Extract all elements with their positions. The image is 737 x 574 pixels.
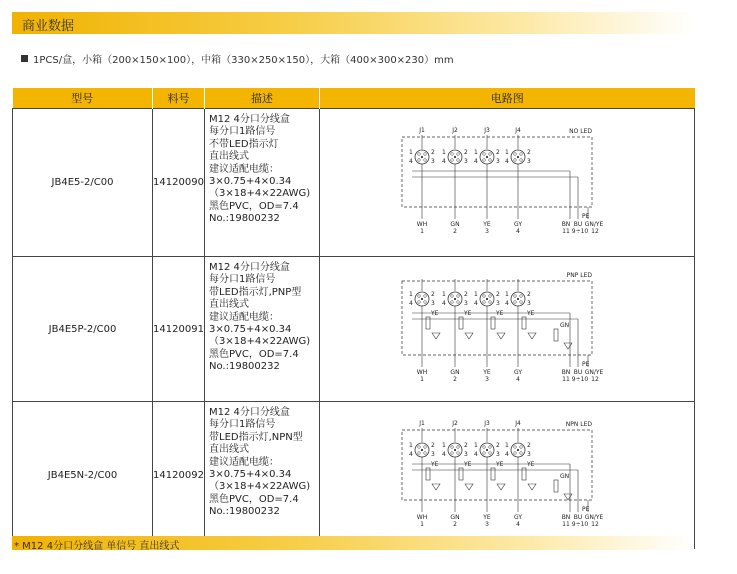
desc-line: （3×18+4×22AWG)	[209, 336, 311, 348]
led-color-label: GN	[560, 321, 570, 329]
pin-dot	[418, 158, 421, 161]
pin-dot	[514, 451, 517, 454]
pin-label: 3	[464, 299, 468, 307]
pin-dot	[418, 294, 421, 297]
led-color-label: YE	[496, 309, 504, 317]
wire-number-label: 2	[453, 227, 457, 235]
pin-label: 4	[409, 157, 413, 165]
pin-dot	[424, 294, 427, 297]
pin-dot	[457, 294, 460, 297]
desc-cell	[205, 257, 320, 402]
wire-number-label: 3	[485, 375, 489, 383]
port-label: J4	[515, 419, 521, 427]
wire-color-label: WH	[416, 513, 428, 521]
circuit-diagram	[320, 406, 695, 542]
pin-dot	[421, 155, 423, 157]
pin-dot	[483, 451, 486, 454]
gnye-label: GN/YE	[584, 368, 604, 376]
product-table	[12, 88, 695, 549]
desc-line: 建议适配电缆：	[209, 163, 279, 175]
pin-label: 2	[464, 290, 468, 298]
pin-label: 2	[431, 441, 435, 449]
pin-dot	[424, 300, 427, 303]
wire-color-label: GN	[450, 368, 460, 376]
pe-label: PE	[582, 212, 590, 220]
resistor	[554, 480, 558, 492]
pin-label: 1	[474, 148, 478, 156]
pin-dot	[457, 300, 460, 303]
desc-line: No.:19800232	[209, 361, 280, 373]
pin-dot	[483, 152, 486, 155]
wire-color-label: YE	[483, 368, 491, 376]
section-banner	[12, 12, 694, 34]
led-diode	[564, 494, 572, 500]
header-model: 型号	[13, 88, 153, 109]
model-cell: JB4E5N-2/C00	[13, 402, 153, 549]
pin-dot	[454, 155, 456, 157]
pin-label: 1	[442, 148, 446, 156]
desc-line: 3×0.75+4×0.34	[209, 324, 292, 336]
pin-dot	[489, 294, 492, 297]
desc-line: 建议适配电缆：	[209, 311, 279, 323]
wire-color-label: YE	[483, 220, 491, 228]
enclosure-box	[402, 137, 592, 207]
pin-dot	[451, 152, 454, 155]
pin-dot	[514, 294, 517, 297]
bn-label: BN	[561, 368, 571, 376]
pe-label: PE	[582, 360, 590, 368]
pin-label: 3	[431, 157, 435, 165]
pin-dot	[486, 155, 488, 157]
pin-label: 4	[442, 299, 446, 307]
pin-label: 2	[464, 441, 468, 449]
desc-line: 每分口1路信号	[209, 419, 276, 431]
pin-dot	[517, 448, 519, 450]
pin-dot	[514, 158, 517, 161]
pin-label: 4	[474, 450, 478, 458]
desc-line: （3×18+4×22AWG)	[209, 481, 311, 493]
pin-dot	[486, 297, 488, 299]
pin-label: 1	[442, 290, 446, 298]
bu-label: BU	[573, 368, 583, 376]
pin-label: 2	[496, 441, 500, 449]
diagram-title: NPN LED	[565, 420, 592, 428]
pin-label: 2	[431, 290, 435, 298]
footer-note: * M12 4分口分线盒 单信号 直出线式	[14, 541, 180, 552]
pin-number-label: 11	[562, 227, 570, 235]
pin-label: 1	[474, 441, 478, 449]
pin-dot	[483, 294, 486, 297]
wire-number-label: 1	[420, 520, 424, 528]
pin-label: 1	[474, 290, 478, 298]
pin-dot	[520, 451, 523, 454]
pin-dot	[424, 158, 427, 161]
pin-label: 4	[505, 450, 509, 458]
pin-label: 4	[442, 450, 446, 458]
desc-line: 黑色PVC，OD=7.4	[209, 493, 299, 505]
desc-line: 建议适配电缆：	[209, 456, 279, 468]
packaging-info	[21, 51, 454, 66]
pin-dot	[451, 445, 454, 448]
desc-line: No.:19800232	[209, 506, 280, 518]
pin-dot	[486, 448, 488, 450]
led-diode	[528, 484, 536, 490]
pin-dot	[418, 445, 421, 448]
pin-dot	[421, 297, 423, 299]
pin-dot	[424, 152, 427, 155]
wire-number-label: 3	[485, 227, 489, 235]
port-label: J2	[452, 126, 458, 134]
pin-label: 1	[409, 290, 413, 298]
pin-dot	[514, 300, 517, 303]
pin-number-label: 9÷10	[571, 227, 589, 235]
port-label: J4	[515, 126, 521, 134]
pin-label: 4	[474, 299, 478, 307]
pin-label: 2	[527, 441, 531, 449]
pin-label: 2	[431, 148, 435, 156]
pin-label: 4	[505, 299, 509, 307]
pin-label: 1	[505, 290, 509, 298]
pin-dot	[451, 158, 454, 161]
table-row	[13, 109, 695, 257]
part-cell: 14120090	[153, 109, 205, 257]
pin-label: 3	[464, 450, 468, 458]
circuit-diagram	[320, 261, 695, 395]
desc-line: No.:19800232	[209, 213, 280, 225]
pin-label: 3	[496, 157, 500, 165]
port-label: J1	[419, 126, 425, 134]
wire-color-label: GN	[450, 513, 460, 521]
pin-label: 2	[464, 148, 468, 156]
pin-label: 1	[505, 441, 509, 449]
desc-line: 不带LED指示灯	[209, 138, 279, 150]
table-row	[13, 402, 695, 549]
pin-dot	[483, 158, 486, 161]
port-label: J1	[419, 419, 425, 427]
led-diode	[432, 484, 440, 490]
bu-label: BU	[573, 220, 583, 228]
pin-dot	[483, 445, 486, 448]
pin-dot	[489, 451, 492, 454]
pin-dot	[514, 445, 517, 448]
pin-dot	[517, 297, 519, 299]
pin-dot	[457, 152, 460, 155]
desc-line: 直出线式	[209, 299, 249, 311]
led-color-label: YE	[527, 309, 535, 317]
pin-number-label: 12	[591, 520, 599, 528]
pin-label: 2	[496, 290, 500, 298]
desc-line: 每分口1路信号	[209, 274, 276, 286]
circuit-cell	[320, 257, 695, 402]
wire-number-label: 3	[485, 520, 489, 528]
wire-color-label: GY	[513, 513, 523, 521]
section-title: 商业数据	[22, 19, 75, 34]
desc-line: 每分口1路信号	[209, 126, 276, 138]
pin-label: 1	[409, 148, 413, 156]
wire-number-label: 4	[516, 227, 520, 235]
pin-label: 2	[527, 148, 531, 156]
led-diode	[497, 333, 505, 339]
wire-color-label: YE	[483, 513, 491, 521]
pin-number-label: 12	[591, 227, 599, 235]
bullet-square-icon	[21, 55, 28, 62]
pin-dot	[424, 445, 427, 448]
table-header-row	[13, 88, 695, 109]
led-color-label: YE	[464, 309, 472, 317]
header-part: 料号	[153, 88, 205, 109]
wire-number-label: 1	[420, 375, 424, 383]
pin-dot	[489, 158, 492, 161]
pin-dot	[489, 300, 492, 303]
bn-label: BN	[561, 513, 571, 521]
desc-line: 带LED指示灯,NPN型	[209, 431, 303, 443]
pin-label: 3	[464, 157, 468, 165]
circuit-cell	[320, 109, 695, 257]
diagram-title: NO LED	[569, 127, 592, 135]
circuit-cell	[320, 402, 695, 549]
desc-line: M12 4分口分线盒	[209, 407, 290, 418]
pin-label: 3	[431, 450, 435, 458]
table-row	[13, 257, 695, 402]
pin-label: 3	[527, 157, 531, 165]
port-label: J3	[484, 126, 490, 134]
desc-line: （3×18+4×22AWG)	[209, 188, 311, 200]
footer-banner	[12, 536, 694, 550]
pin-dot	[483, 300, 486, 303]
pin-dot	[457, 445, 460, 448]
wire-number-label: 1	[420, 227, 424, 235]
pin-label: 1	[505, 148, 509, 156]
gnye-label: GN/YE	[584, 513, 604, 521]
pin-label: 4	[505, 157, 509, 165]
pin-dot	[520, 152, 523, 155]
pin-dot	[457, 451, 460, 454]
pin-dot	[424, 451, 427, 454]
desc-line: 直出线式	[209, 444, 249, 456]
desc-line: 3×0.75+4×0.34	[209, 176, 292, 188]
pin-label: 3	[527, 450, 531, 458]
pin-number-label: 9÷10	[571, 520, 589, 528]
wire-number-label: 4	[516, 375, 520, 383]
diagram-title: PNP LED	[566, 271, 592, 279]
pin-label: 3	[496, 450, 500, 458]
pin-number-label: 12	[591, 375, 599, 383]
pin-dot	[454, 297, 456, 299]
pin-label: 4	[442, 157, 446, 165]
led-color-label: YE	[496, 460, 504, 468]
led-diode	[497, 484, 505, 490]
led-diode	[465, 484, 473, 490]
pin-dot	[454, 448, 456, 450]
wire-number-label: 4	[516, 520, 520, 528]
desc-line: 直出线式	[209, 151, 249, 163]
bu-label: BU	[573, 513, 583, 521]
circuit-diagram	[320, 113, 695, 250]
pin-label: 3	[496, 299, 500, 307]
pin-dot	[457, 158, 460, 161]
model-cell: JB4E5-2/C00	[13, 109, 153, 257]
wire-number-label: 2	[453, 520, 457, 528]
desc-line: M12 4分口分线盒	[209, 114, 290, 125]
pe-label: PE	[582, 505, 590, 513]
bn-label: BN	[561, 220, 571, 228]
port-label: J2	[452, 419, 458, 427]
desc-cell	[205, 109, 320, 257]
pin-label: 4	[409, 450, 413, 458]
desc-line: 黑色PVC，OD=7.4	[209, 348, 299, 360]
pin-dot	[517, 155, 519, 157]
led-diode	[465, 333, 473, 339]
desc-cell	[205, 402, 320, 549]
pin-number-label: 11	[562, 520, 570, 528]
wire-color-label: GY	[513, 368, 523, 376]
pin-label: 1	[409, 441, 413, 449]
pin-dot	[514, 152, 517, 155]
pin-label: 3	[527, 299, 531, 307]
part-cell: 14120091	[153, 257, 205, 402]
desc-line: 黑色PVC，OD=7.4	[209, 200, 299, 212]
led-color-label: YE	[464, 460, 472, 468]
pin-label: 4	[409, 299, 413, 307]
pin-label: 2	[496, 148, 500, 156]
packaging-text: 1PCS/盒，小箱（200×150×100），中箱（330×250×150），大箱（400×300×230）mm	[33, 55, 454, 66]
pin-label: 1	[442, 441, 446, 449]
pin-dot	[418, 300, 421, 303]
header-desc: 描述	[205, 88, 320, 109]
pin-dot	[520, 445, 523, 448]
led-color-label: YE	[431, 460, 439, 468]
pin-number-label: 9÷10	[571, 375, 589, 383]
desc-line: M12 4分口分线盒	[209, 262, 290, 273]
pin-dot	[421, 448, 423, 450]
wire-color-label: WH	[416, 368, 428, 376]
pin-number-label: 11	[562, 375, 570, 383]
resistor	[554, 329, 558, 341]
pin-label: 2	[527, 290, 531, 298]
pin-dot	[520, 158, 523, 161]
pin-dot	[451, 294, 454, 297]
desc-line: 带LED指示灯,PNP型	[209, 286, 302, 298]
part-cell: 14120092	[153, 402, 205, 549]
led-diode	[528, 333, 536, 339]
led-color-label: YE	[431, 309, 439, 317]
model-cell: JB4E5P-2/C00	[13, 257, 153, 402]
wire-color-label: GN	[450, 220, 460, 228]
header-circuit: 电路图	[320, 88, 695, 109]
wire-color-label: WH	[416, 220, 428, 228]
pin-dot	[451, 451, 454, 454]
pin-label: 4	[474, 157, 478, 165]
port-label: J3	[484, 419, 490, 427]
pin-dot	[520, 294, 523, 297]
desc-line: 3×0.75+4×0.34	[209, 469, 292, 481]
pin-dot	[520, 300, 523, 303]
led-diode	[564, 343, 572, 349]
wire-color-label: GY	[513, 220, 523, 228]
led-color-label: YE	[527, 460, 535, 468]
pin-dot	[489, 445, 492, 448]
gnye-label: GN/YE	[584, 220, 604, 228]
pin-dot	[418, 451, 421, 454]
pin-dot	[418, 152, 421, 155]
wire-number-label: 2	[453, 375, 457, 383]
led-diode	[432, 333, 440, 339]
led-color-label: GN	[560, 472, 570, 480]
pin-label: 3	[431, 299, 435, 307]
pin-dot	[451, 300, 454, 303]
pin-dot	[489, 152, 492, 155]
